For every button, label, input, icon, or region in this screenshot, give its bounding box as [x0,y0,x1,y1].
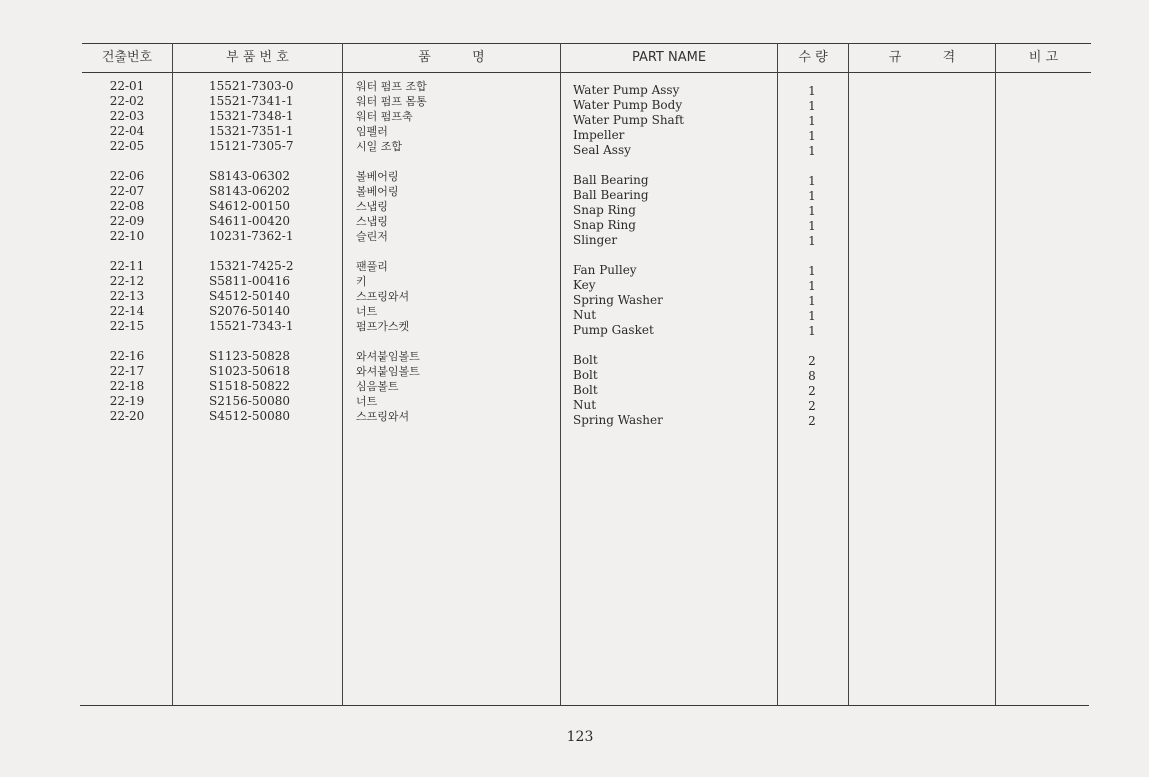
qty-cell: 1 [808,114,816,128]
name-kr-cell: 볼베어링 [356,185,399,198]
part-no-cell: 15521-7341-1 [209,94,294,108]
part-no-cell: S4512-50140 [209,289,290,303]
column-divider [342,43,343,705]
name-kr-cell: 와셔붙임볼트 [356,365,420,378]
name-kr-cell: 워터 펌프 몸통 [356,95,427,108]
part-name-cell: Pump Gasket [573,323,654,337]
name-kr-cell: 너트 [356,395,378,408]
part-name-cell: Impeller [573,128,625,142]
part-name-cell: Bolt [573,383,598,397]
build-no-cell: 22-14 [109,304,145,318]
qty-cell: 1 [808,189,816,203]
build-no-cell: 22-18 [109,379,145,393]
column-divider [995,43,996,705]
build-no-cell: 22-09 [109,214,145,228]
part-name-cell: Fan Pulley [573,263,637,277]
name-kr-cell: 임펠러 [356,125,388,138]
qty-cell: 1 [808,144,816,158]
name-kr-cell: 키 [356,275,367,288]
column-divider [777,43,778,705]
name-kr-cell: 팬풀리 [356,260,388,273]
name-kr-cell: 슬린저 [356,230,388,243]
qty-cell: 8 [808,369,816,383]
qty-cell: 2 [808,399,816,413]
column-divider [172,43,173,705]
part-no-cell: S1518-50822 [209,379,290,393]
part-name-cell: Water Pump Assy [573,83,680,97]
column-divider [560,43,561,705]
qty-cell: 1 [808,279,816,293]
qty-cell: 2 [808,384,816,398]
name-kr-cell: 펌프가스켓 [356,320,410,333]
part-no-cell: 15521-7343-1 [209,319,294,333]
build-no-cell: 22-06 [109,169,145,183]
name-kr-cell: 와셔붙임볼트 [356,350,420,363]
build-no-cell: 22-10 [109,229,145,243]
qty-cell: 1 [808,84,816,98]
column-divider [848,43,849,705]
part-name-cell: Nut [573,398,597,412]
name-kr-cell: 시일 조합 [356,140,403,153]
build-no-cell: 22-11 [109,259,145,273]
part-no-cell: S1023-50618 [209,364,290,378]
build-no-cell: 22-05 [109,139,145,153]
part-no-cell: S5811-00416 [209,274,290,288]
qty-cell: 1 [808,219,816,233]
build-no-cell: 22-17 [109,364,145,378]
build-no-cell: 22-04 [109,124,145,138]
part-no-cell: S2076-50140 [209,304,290,318]
part-no-cell: 15321-7348-1 [209,109,294,123]
name-kr-cell: 스냅링 [356,215,388,228]
part-no-cell: S8143-06202 [209,184,290,198]
part-no-cell: 10231-7362-1 [209,229,294,243]
name-kr-cell: 스프링와셔 [356,290,410,303]
build-no-cell: 22-13 [109,289,145,303]
header-part-no: 부 품 번 호 [226,50,289,65]
part-name-cell: Bolt [573,368,598,382]
part-name-cell: Seal Assy [573,143,631,157]
build-no-cell: 22-12 [109,274,145,288]
qty-cell: 1 [808,264,816,278]
qty-cell: 1 [808,324,816,338]
name-kr-cell: 너트 [356,305,378,318]
build-no-cell: 22-20 [109,409,145,423]
part-name-cell: Key [573,278,596,292]
part-no-cell: S4611-00420 [209,214,290,228]
qty-cell: 1 [808,234,816,248]
part-name-cell: Ball Bearing [573,173,649,187]
build-no-cell: 22-01 [109,79,145,93]
name-kr-cell: 볼베어링 [356,170,399,183]
name-kr-cell: 스프링와셔 [356,410,410,423]
header-spec: 규 격 [888,50,956,65]
qty-cell: 1 [808,174,816,188]
qty-cell: 1 [808,129,816,143]
part-name-cell: Nut [573,308,597,322]
qty-cell: 1 [808,309,816,323]
part-name-cell: Water Pump Body [573,98,683,112]
header-name-kr: 품 명 [418,50,485,65]
part-name-cell: Spring Washer [573,413,663,427]
part-no-cell: 15321-7425-2 [209,259,294,273]
qty-cell: 1 [808,294,816,308]
header-qty: 수 량 [798,50,828,65]
part-no-cell: S1123-50828 [209,349,290,363]
header-remark: 비 고 [1028,50,1059,65]
qty-cell: 1 [808,204,816,218]
name-kr-cell: 심음볼트 [356,380,399,393]
part-name-cell: Snap Ring [573,218,636,232]
part-name-cell: Spring Washer [573,293,663,307]
part-no-cell: S4612-00150 [209,199,290,213]
name-kr-cell: 워터 펌프 조합 [356,80,427,93]
build-no-cell: 22-15 [109,319,145,333]
build-no-cell: 22-16 [109,349,145,363]
part-name-cell: Ball Bearing [573,188,649,202]
part-no-cell: 15521-7303-0 [209,79,294,93]
name-kr-cell: 스냅링 [356,200,388,213]
build-no-cell: 22-07 [109,184,145,198]
part-name-cell: Slinger [573,233,618,247]
part-name-cell: Snap Ring [573,203,636,217]
part-name-cell: Water Pump Shaft [573,113,684,127]
build-no-cell: 22-08 [109,199,145,213]
qty-cell: 2 [808,354,816,368]
header-build-no: 건출번호 [101,50,153,65]
part-no-cell: 15321-7351-1 [209,124,294,138]
page-number: 123 [566,729,594,745]
part-no-cell: S4512-50080 [209,409,290,423]
qty-cell: 2 [808,414,816,428]
part-no-cell: 15121-7305-7 [209,139,294,153]
table-bottom-rule [80,705,1089,706]
header-part-name: PART NAME [631,50,707,65]
part-no-cell: S2156-50080 [209,394,290,408]
header-bottom-rule [82,72,1091,73]
build-no-cell: 22-03 [109,109,145,123]
name-kr-cell: 워터 펌프축 [356,110,413,123]
build-no-cell: 22-02 [109,94,145,108]
qty-cell: 1 [808,99,816,113]
build-no-cell: 22-19 [109,394,145,408]
part-name-cell: Bolt [573,353,598,367]
part-no-cell: S8143-06302 [209,169,290,183]
